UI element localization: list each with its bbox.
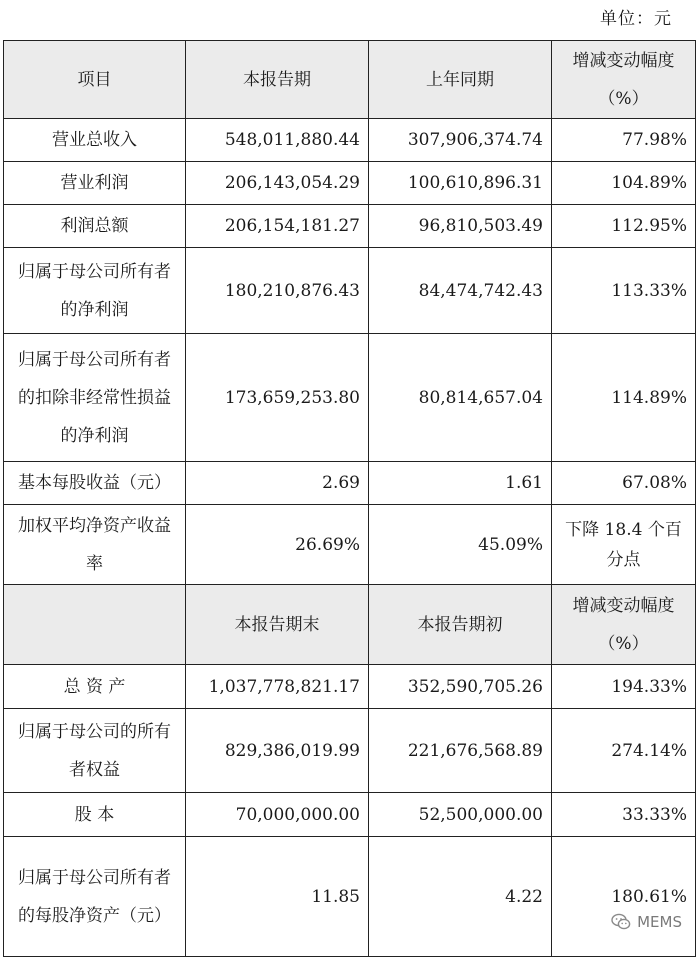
row-change: 104.89% — [552, 162, 696, 205]
row-change: 77.98% — [552, 119, 696, 162]
header-period-start: 本报告期初 — [369, 585, 552, 665]
row-label: 营业总收入 — [4, 119, 186, 162]
header-item: 项目 — [4, 41, 186, 119]
unit-label: 单位：元 — [600, 9, 672, 29]
row-label: 归属于母公司所有者的每股净资产（元） — [4, 837, 186, 957]
table-row — [4, 462, 696, 505]
row-change: 下降 18.4 个百分点 — [552, 505, 696, 585]
row-label: 归属于母公司所有者的净利润 — [4, 248, 186, 334]
row-label: 归属于母公司的所有者权益 — [4, 709, 186, 793]
row-previous: 1.61 — [369, 462, 552, 505]
row-previous: 352,590,705.26 — [369, 665, 552, 709]
row-previous: 307,906,374.74 — [369, 119, 552, 162]
row-current: 548,011,880.44 — [186, 119, 369, 162]
table-row — [4, 709, 696, 793]
row-current: 206,143,054.29 — [186, 162, 369, 205]
row-previous: 96,810,503.49 — [369, 205, 552, 248]
row-previous: 100,610,896.31 — [369, 162, 552, 205]
table-header-row — [4, 585, 696, 665]
wechat-icon — [611, 913, 631, 931]
row-change: 112.95% — [552, 205, 696, 248]
row-label: 加权平均净资产收益率 — [4, 505, 186, 585]
row-current: 2.69 — [186, 462, 369, 505]
row-change: 67.08% — [552, 462, 696, 505]
row-current: 829,386,019.99 — [186, 709, 369, 793]
row-previous: 221,676,568.89 — [369, 709, 552, 793]
row-previous: 80,814,657.04 — [369, 334, 552, 462]
table-row — [4, 665, 696, 709]
header-change: 增减变动幅度 （%） — [552, 41, 696, 119]
header-current-period: 本报告期 — [186, 41, 369, 119]
table-row — [4, 205, 696, 248]
row-label: 营业利润 — [4, 162, 186, 205]
table-row — [4, 837, 696, 957]
row-previous: 84,474,742.43 — [369, 248, 552, 334]
table-row — [4, 248, 696, 334]
row-change: 274.14% — [552, 709, 696, 793]
row-current: 206,154,181.27 — [186, 205, 369, 248]
row-change: 194.33% — [552, 665, 696, 709]
financial-summary-table — [3, 40, 696, 957]
row-change: 114.89% — [552, 334, 696, 462]
header-item — [4, 585, 186, 665]
table-row — [4, 505, 696, 585]
row-change: 180.61% — [552, 837, 696, 957]
header-period-end: 本报告期末 — [186, 585, 369, 665]
header-previous-period: 上年同期 — [369, 41, 552, 119]
row-label: 股 本 — [4, 793, 186, 837]
row-current: 26.69% — [186, 505, 369, 585]
table-header-row — [4, 41, 696, 119]
table-row — [4, 119, 696, 162]
row-label: 利润总额 — [4, 205, 186, 248]
row-previous: 4.22 — [369, 837, 552, 957]
table-row — [4, 162, 696, 205]
watermark — [611, 913, 682, 931]
row-label: 总 资 产 — [4, 665, 186, 709]
row-current: 1,037,778,821.17 — [186, 665, 369, 709]
row-previous: 52,500,000.00 — [369, 793, 552, 837]
watermark-text: MEMS — [637, 913, 682, 931]
row-current: 173,659,253.80 — [186, 334, 369, 462]
row-change: 113.33% — [552, 248, 696, 334]
row-current: 11.85 — [186, 837, 369, 957]
row-previous: 45.09% — [369, 505, 552, 585]
header-change: 增减变动幅度 （%） — [552, 585, 696, 665]
row-label: 基本每股收益（元） — [4, 462, 186, 505]
row-current: 180,210,876.43 — [186, 248, 369, 334]
row-label: 归属于母公司所有者的扣除非经常性损益的净利润 — [4, 334, 186, 462]
table-row — [4, 334, 696, 462]
row-current: 70,000,000.00 — [186, 793, 369, 837]
row-change: 33.33% — [552, 793, 696, 837]
table-row — [4, 793, 696, 837]
